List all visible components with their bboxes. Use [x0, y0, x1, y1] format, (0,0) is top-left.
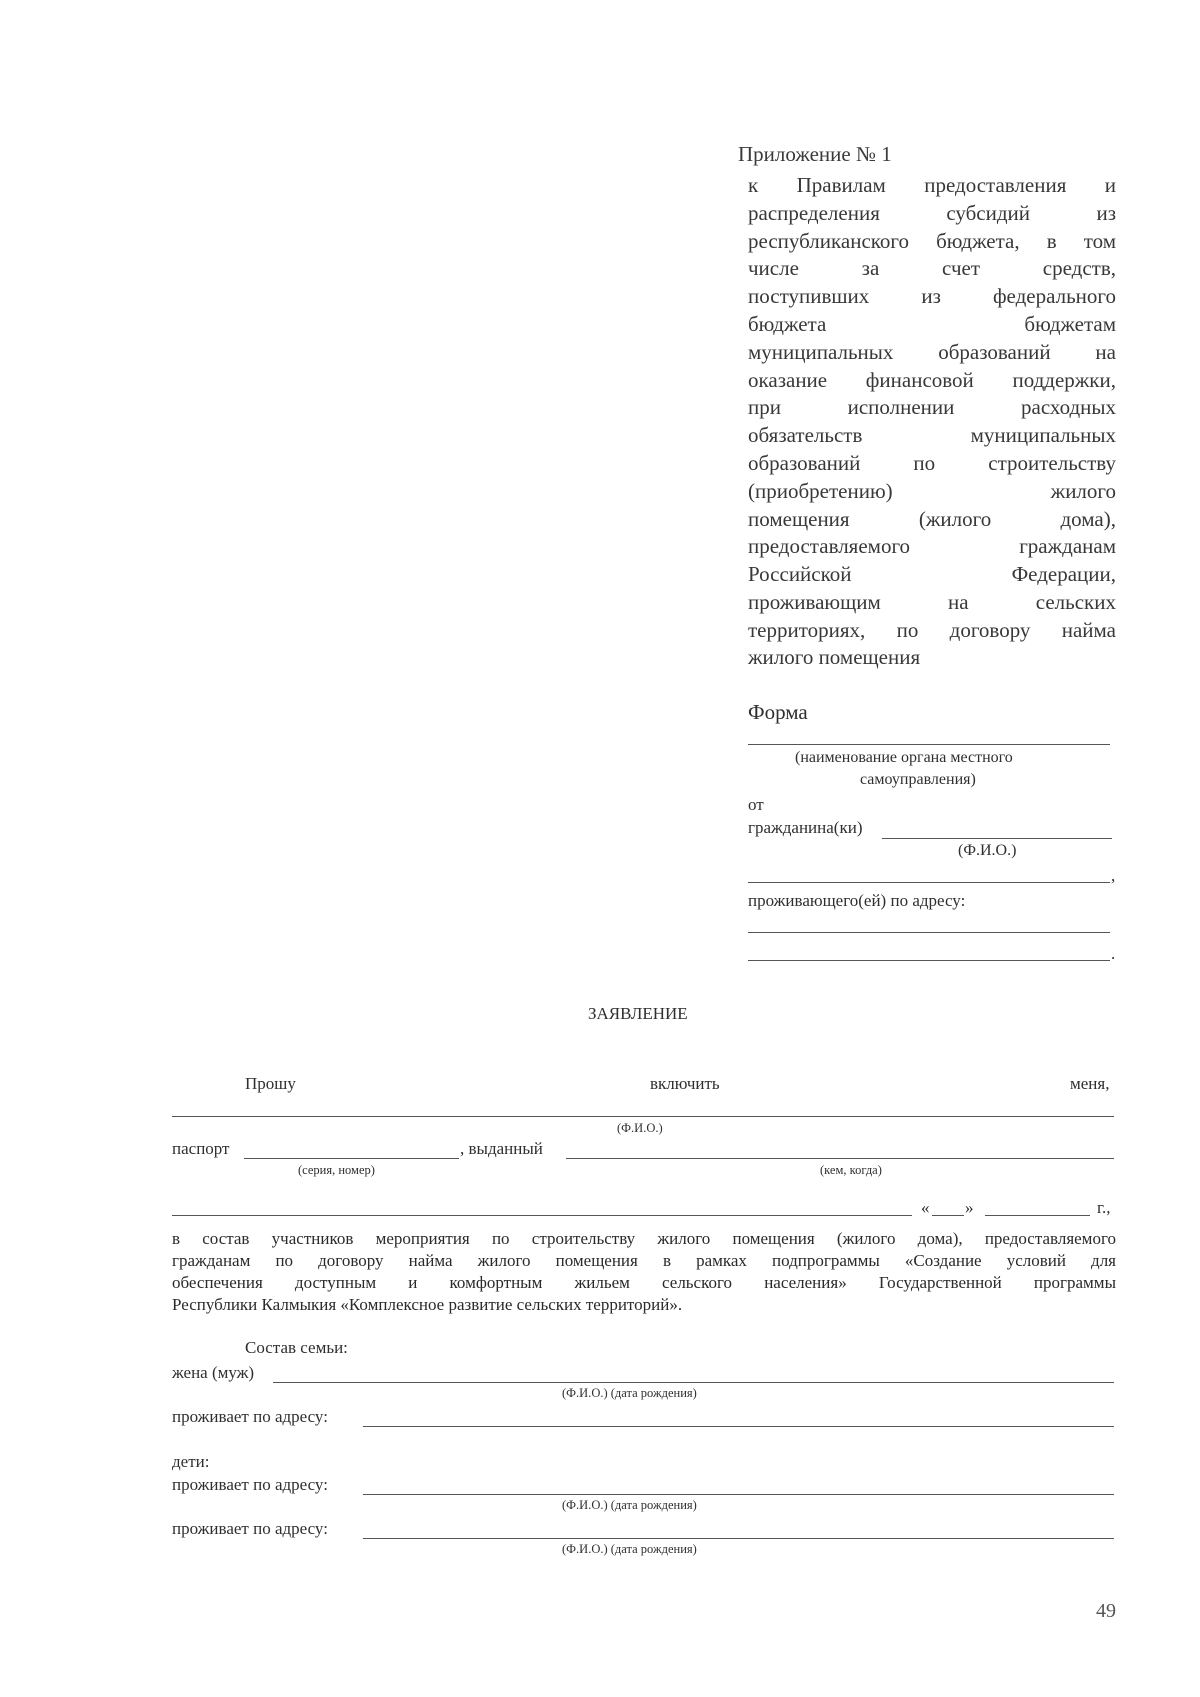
paragraph-line: в состав участников мероприятия по строительству жилого помещения (жилого дома), предоставляемого: [172, 1229, 1116, 1248]
appendix-line: муниципальных образований на: [748, 339, 1116, 364]
citizen-name-line: [882, 838, 1112, 839]
include-word: включить: [650, 1074, 720, 1093]
citizen-label: гражданина(ки): [748, 818, 863, 837]
from-label: от: [748, 795, 764, 814]
authority-caption-1: (наименование органа местного: [795, 749, 1013, 766]
spouse-line: [273, 1382, 1114, 1383]
appendix-line: числе за счет средств,: [748, 256, 1116, 281]
appendix-line: обязательств муниципальных: [748, 423, 1116, 448]
child2-address-label: проживает по адресу:: [172, 1519, 328, 1538]
request-word: Прошу: [245, 1074, 296, 1093]
address-label: проживающего(ей) по адресу:: [748, 891, 966, 910]
appendix-line: поступивших из федерального: [748, 284, 1116, 309]
series-caption: (серия, номер): [298, 1163, 375, 1177]
child1-caption: (Ф.И.О.) (дата рождения): [562, 1498, 697, 1512]
applicant-fio-caption: (Ф.И.О.): [617, 1121, 663, 1135]
spouse-address-label: проживает по адресу:: [172, 1407, 328, 1426]
appendix-line: республиканского бюджета, в том: [748, 228, 1116, 253]
citizen-name-line-2: [748, 882, 1110, 883]
appendix-line: проживающим на сельских: [748, 590, 1116, 614]
spouse-address-line: [363, 1426, 1114, 1427]
statement-title: ЗАЯВЛЕНИЕ: [588, 1004, 688, 1023]
child1-line: [363, 1494, 1114, 1495]
appendix-line: Российской Федерации,: [748, 562, 1116, 587]
address-period: .: [1111, 944, 1116, 963]
applicant-name-line: [172, 1116, 1114, 1117]
date-day-line: [932, 1215, 964, 1216]
appendix-line: распределения субсидий из: [748, 200, 1116, 225]
address-line-2: [748, 960, 1110, 961]
child1-address-label: проживает по адресу:: [172, 1475, 328, 1494]
citizen-fio-caption: (Ф.И.О.): [958, 842, 1017, 859]
child2-line: [363, 1538, 1114, 1539]
appendix-line: (приобретению) жилого: [748, 478, 1116, 503]
family-label: Состав семьи:: [245, 1338, 348, 1357]
date-quote-close: »: [965, 1198, 974, 1217]
me-word: меня,: [1070, 1074, 1110, 1093]
paragraph-last-line: Республики Калмыкия «Комплексное развитие сельских территорий».: [172, 1295, 683, 1314]
appendix-title: Приложение № 1: [738, 142, 892, 166]
children-label: дети:: [172, 1452, 210, 1471]
date-month-line: [985, 1215, 1090, 1216]
passport-label: паспорт: [172, 1139, 230, 1158]
page-number: 49: [1096, 1600, 1116, 1622]
child2-caption: (Ф.И.О.) (дата рождения): [562, 1542, 697, 1556]
appendix-line: предоставляемого гражданам: [748, 534, 1116, 559]
address-line-1: [748, 932, 1110, 933]
form-label: Форма: [748, 700, 808, 724]
date-quote-open: «: [921, 1198, 930, 1217]
appendix-line: при исполнении расходных: [748, 395, 1116, 420]
authority-line: [748, 744, 1110, 745]
appendix-last-line: жилого помещения: [748, 645, 921, 669]
appendix-line: помещения (жилого дома),: [748, 506, 1116, 531]
issued-caption: (кем, когда): [820, 1163, 882, 1177]
citizen-comma: ,: [1111, 866, 1116, 885]
issued-by-line-2: [172, 1215, 912, 1216]
spouse-caption: (Ф.И.О.) (дата рождения): [562, 1386, 697, 1400]
authority-caption-2: самоуправления): [860, 771, 976, 788]
appendix-line: оказание финансовой поддержки,: [748, 367, 1116, 392]
paragraph-line: обеспечения доступным и комфортным жильем сельского населения» Государственной программы: [172, 1273, 1116, 1292]
issued-by-line: [566, 1158, 1114, 1159]
appendix-line: бюджета бюджетам: [748, 312, 1116, 336]
appendix-line: образований по строительству: [748, 451, 1116, 475]
issued-label: , выданный: [460, 1139, 543, 1158]
spouse-label: жена (муж): [172, 1363, 255, 1382]
paragraph-line: гражданам по договору найма жилого помещения в рамках подпрограммы «Создание условий для: [172, 1251, 1116, 1270]
year-label: г.,: [1097, 1198, 1111, 1217]
appendix-line: к Правилам предоставления и: [748, 173, 1116, 197]
passport-number-line: [244, 1158, 459, 1159]
appendix-line: территориях, по договору найма: [748, 617, 1116, 642]
